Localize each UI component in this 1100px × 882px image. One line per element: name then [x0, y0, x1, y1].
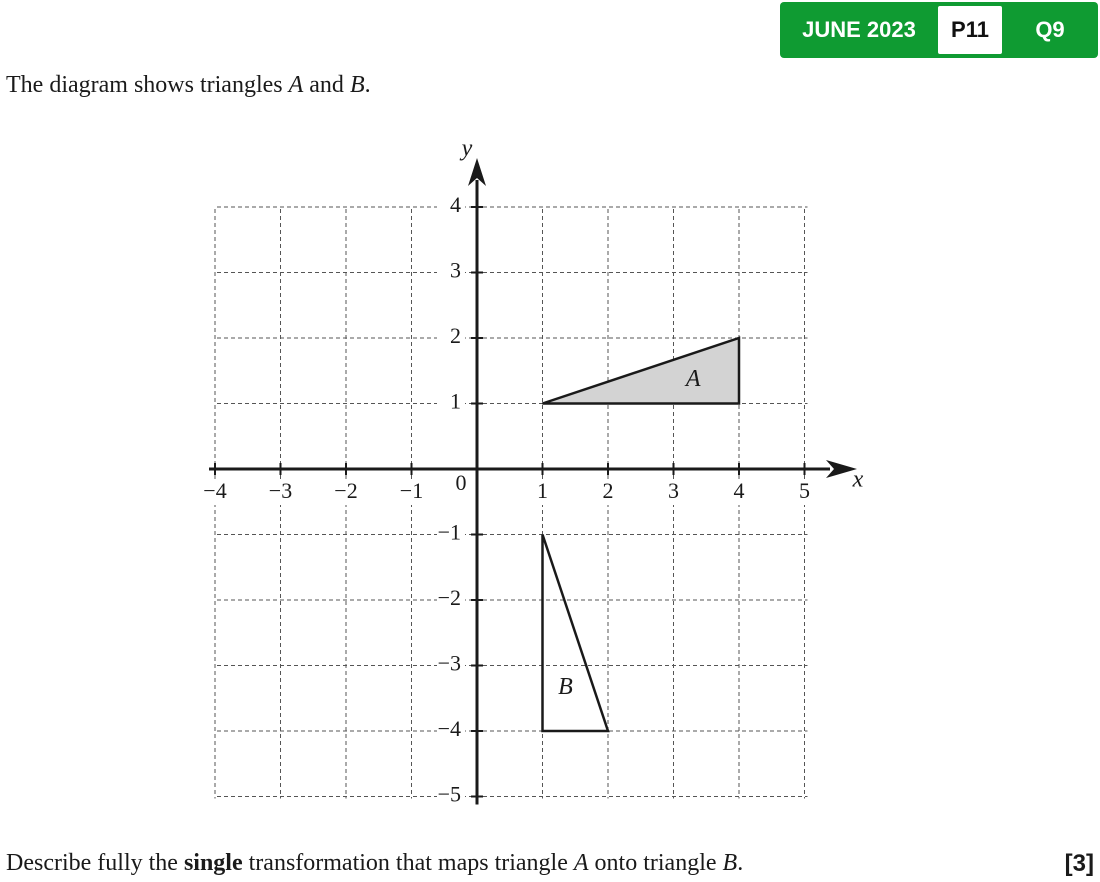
x-tick-label: 1: [537, 478, 548, 504]
triangle-b: [543, 535, 609, 732]
x-tick-label: 2: [602, 478, 614, 504]
instruction-emphasis: single: [183, 850, 243, 876]
x-tick-label: −3: [268, 478, 293, 504]
exam-session-label: JUNE 2023: [802, 17, 916, 42]
y-tick-label: −3: [437, 650, 461, 676]
instruction-text-part: .: [737, 850, 744, 876]
y-tick-label: −4: [437, 716, 461, 742]
x-axis-name: x: [852, 466, 864, 493]
y-tick-label: 4: [450, 192, 461, 218]
y-tick-label: 1: [450, 388, 461, 414]
origin-label: 0: [455, 470, 467, 496]
triangle-a: [543, 338, 740, 404]
instruction-text-part: Describe fully the: [6, 850, 184, 876]
y-tick-label: −1: [437, 519, 461, 545]
paper-number-label: P11: [938, 6, 1002, 54]
question-number-label: Q9: [1035, 17, 1065, 42]
instruction-triangle-b: B: [722, 850, 738, 876]
tick-labels-layer: [203, 136, 864, 809]
question-instruction-text: [6, 850, 743, 877]
intro-text-part: .: [364, 72, 371, 98]
x-tick-label: 4: [733, 478, 745, 504]
y-axis-name: y: [461, 135, 473, 162]
intro-text-part: and: [303, 72, 350, 98]
marks-allocation: [3]: [1064, 850, 1094, 877]
x-tick-label: −1: [399, 478, 424, 504]
y-tick-label: 3: [450, 257, 461, 283]
x-tick-label: 3: [668, 478, 679, 504]
x-tick-label: −2: [334, 478, 358, 504]
y-tick-label: 2: [450, 323, 461, 349]
triangle-a-label: A: [685, 366, 701, 393]
intro-triangle-a: A: [288, 72, 304, 98]
y-tick-label: −5: [437, 781, 461, 807]
x-tick-label: −4: [203, 478, 227, 504]
y-tick-label: −2: [437, 585, 461, 611]
instruction-text-part: transformation that maps triangle: [242, 850, 574, 876]
intro-text-part: The diagram shows triangles: [6, 72, 289, 98]
intro-triangle-b: B: [349, 72, 365, 98]
x-tick-label: 5: [799, 478, 810, 504]
instruction-triangle-a: A: [573, 850, 589, 876]
triangle-b-label: B: [558, 673, 573, 700]
dashed-grid: [215, 207, 808, 799]
instruction-text-part: onto triangle: [588, 850, 723, 876]
